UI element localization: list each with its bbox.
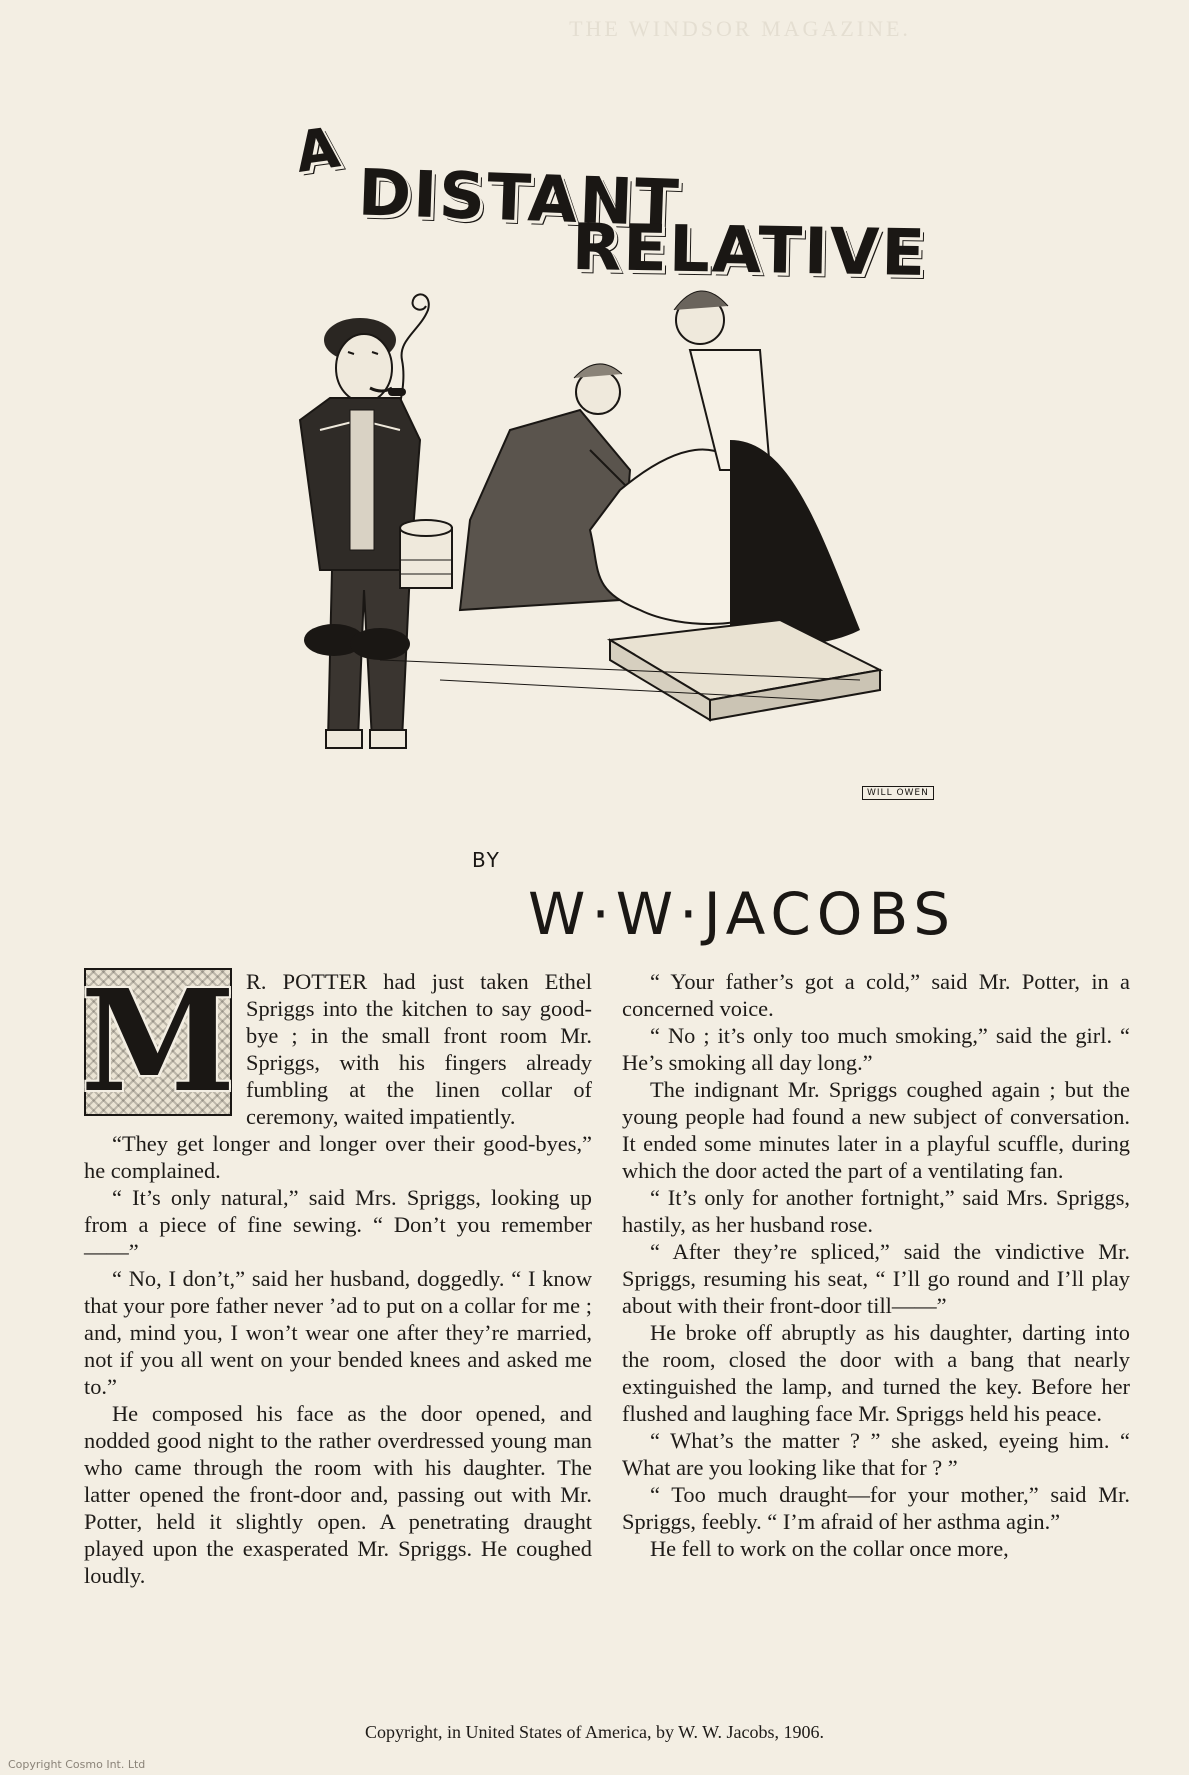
- illustration: [260, 270, 1000, 910]
- paragraph: “ It’s only for another fortnight,” said Mrs. Spriggs, hastily, as her husband rose.: [622, 1185, 1130, 1237]
- paragraph: He composed his face as the door opened, and nodded good night to the rather overdressed young man who came through the room with his daughter. The latter opened the front-door and, passing out with Mr. Potter, held it slightly open. A penetrating draught played upon the exasperated Mr. Spriggs. He coughed loudly.: [84, 1401, 592, 1588]
- title-line-2: RELATIVE: [571, 210, 928, 292]
- paragraph: “ No, I don’t,” said her husband, doggedly. “ I know that your pore father never ’ad to put on a collar for me ; and, mind you, I won’t wear one after they’re married, not if you all went on your bended knees and asked me to.”: [84, 1266, 592, 1399]
- paragraph: He fell to work on the collar once more,: [650, 1536, 1009, 1561]
- paragraph: He broke off abruptly as his daughter, darting into the room, closed the door with a bang that nearly extinguished the lamp, and turned the key. Before her flushed and laughing face Mr. Spriggs held his peace.: [622, 1320, 1130, 1426]
- paragraph: “ What’s the matter ? ” she asked, eyeing him. “ What are you looking like that for ? ”: [622, 1428, 1130, 1480]
- paragraph: [80, 960, 592, 1130]
- paragraph: “ After they’re spliced,” said the vindictive Mr. Spriggs, resuming his seat, “ I’ll go round and I’ll play about with their front-door till——”: [622, 1239, 1130, 1318]
- copyright-line: Copyright, in United States of America, by W. W. Jacobs, 1906.: [365, 1722, 824, 1742]
- paragraph: “ No ; it’s only too much smoking,” said the girl. “ He’s smoking all day long.”: [622, 1023, 1130, 1075]
- title-article: A: [291, 115, 346, 186]
- right-column: [622, 968, 1130, 1562]
- watermark: Copyright Cosmo Int. Ltd: [8, 1758, 146, 1771]
- paragraph: “ Your father’s got a cold,” said Mr. Potter, in a concerned voice.: [622, 969, 1130, 1021]
- byline-by: BY: [472, 848, 501, 872]
- illustrator-signature: WILL OWEN: [862, 786, 934, 800]
- paragraph: “ It’s only natural,” said Mrs. Spriggs, looking up from a piece of fine sewing. “ Don’t you remember——”: [84, 1185, 592, 1264]
- byline-author: W·W·JACOBS: [528, 880, 957, 948]
- paragraph-text: R. POTTER had just taken Ethel Spriggs into the kitchen to say good-bye ; in the small front room Mr. Spriggs, with his fingers already fumbling at the linen collar of ceremony, waited impatiently.: [246, 969, 592, 1129]
- bucket: [400, 520, 452, 588]
- paragraph: “ Too much draught—for your mother,” said Mr. Spriggs, feebly. “ I’m afraid of her asthma agin.”: [622, 1482, 1130, 1534]
- paragraph: The indignant Mr. Spriggs coughed again ; but the young people had found a new subject of conversation. It ended some minutes later in a playful scuffle, during which the door acted the part of a ventilating fan.: [622, 1077, 1130, 1183]
- left-column: [80, 960, 592, 1589]
- paragraph: “They get longer and longer over their good-byes,” he complained.: [84, 1131, 592, 1183]
- drop-cap: M: [80, 960, 236, 1124]
- title-line-1: DISTANT: [356, 156, 682, 242]
- show-through-header: THE WINDSOR MAGAZINE.: [569, 16, 911, 41]
